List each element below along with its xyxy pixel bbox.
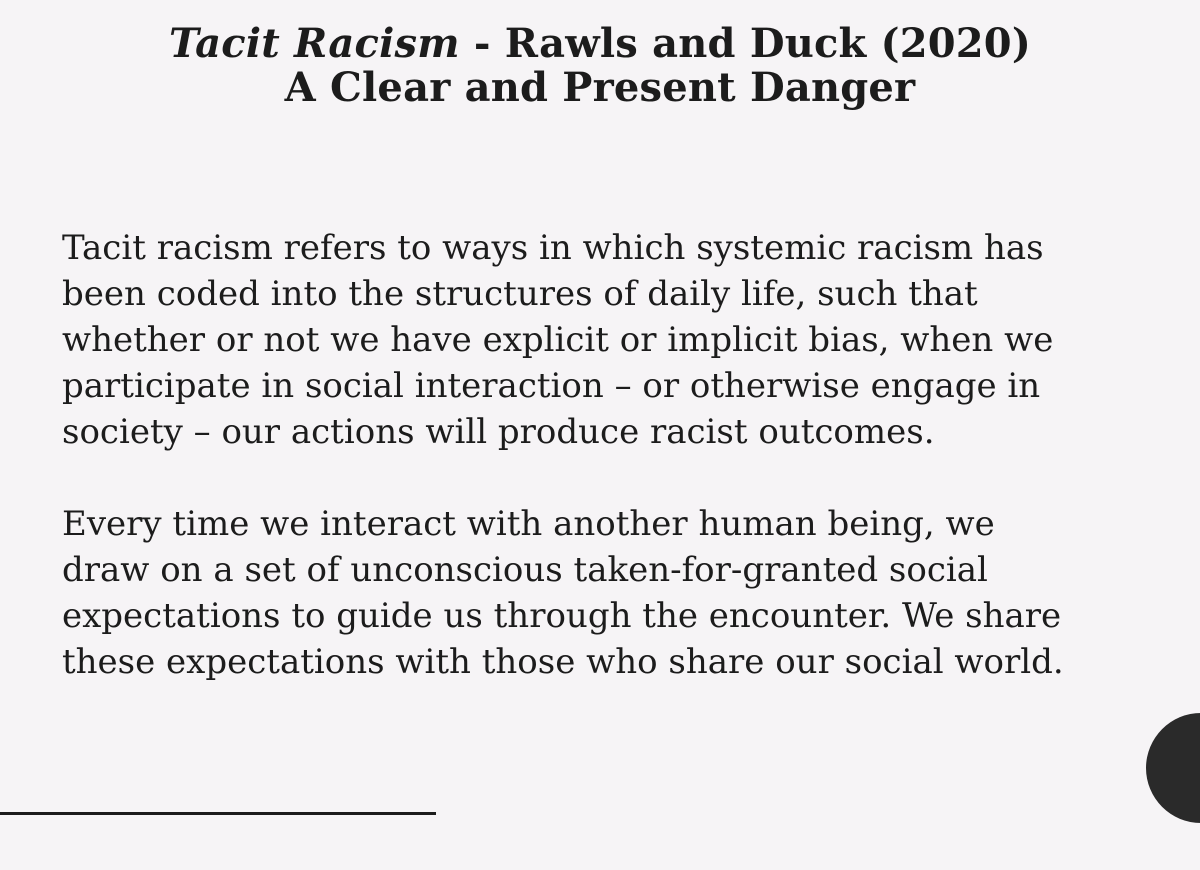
title-line-1 bbox=[0, 22, 1200, 66]
decorative-circle bbox=[1146, 713, 1200, 823]
title-italic-part: Tacit Racism bbox=[169, 20, 460, 67]
paragraph-line: participate in social interaction – or otherwise engage in bbox=[62, 366, 1041, 406]
title-rest: - Rawls and Duck (2020) bbox=[459, 20, 1031, 67]
paragraph-line: expectations to guide us through the encounter. We share bbox=[62, 596, 1062, 636]
title-line-2: A Clear and Present Danger bbox=[284, 64, 916, 111]
paragraph-line: Every time we interact with another human being, we bbox=[62, 504, 995, 544]
slide-body bbox=[62, 225, 1172, 685]
paragraph-spacer bbox=[62, 455, 1172, 501]
paragraph-line: whether or not we have explicit or implicit bias, when we bbox=[62, 320, 1054, 360]
paragraph-1 bbox=[62, 225, 1172, 455]
footer-divider bbox=[0, 812, 436, 815]
paragraph-line: these expectations with those who share our social world. bbox=[62, 642, 1064, 682]
paragraph-line: Tacit racism refers to ways in which systemic racism has bbox=[62, 228, 1044, 268]
slide-title bbox=[0, 22, 1200, 110]
paragraph-line: been coded into the structures of daily life, such that bbox=[62, 274, 978, 314]
paragraph-2 bbox=[62, 501, 1172, 685]
paragraph-line: society – our actions will produce racist outcomes. bbox=[62, 412, 935, 452]
paragraph-line: draw on a set of unconscious taken-for-granted social bbox=[62, 550, 988, 590]
